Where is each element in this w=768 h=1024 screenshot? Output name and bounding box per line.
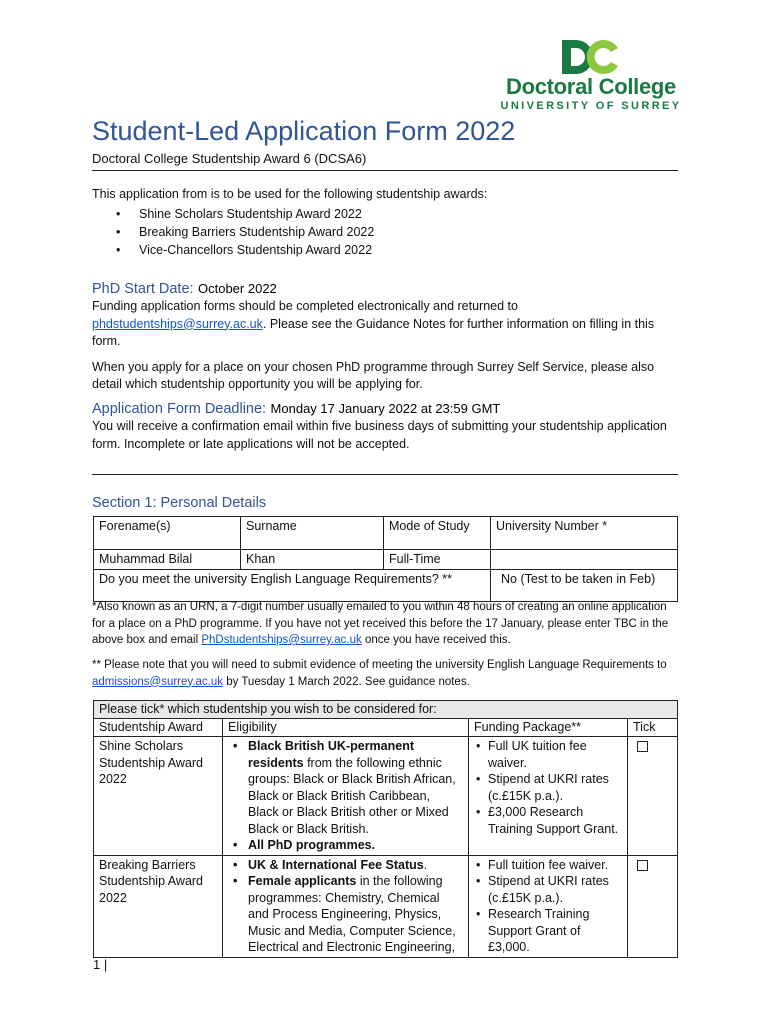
table-caption: Please tick* which studentship you wish to be considered for: xyxy=(94,701,678,719)
english-note-text-2: by Tuesday 1 March 2022. See guidance notes. xyxy=(226,675,470,688)
start-date-block xyxy=(92,280,677,394)
list-item: • Shine Scholars Studentship Award 2022 xyxy=(92,205,682,223)
list-item: • Full tuition fee waiver. xyxy=(474,857,622,874)
intro-block xyxy=(92,186,682,259)
apply-instructions: When you apply for a place on your chosen PhD programme through Surrey Self Service, please also detail which studentship opportunity you will be applying for. xyxy=(92,359,655,391)
logo-university: UNIVERSITY OF SURREY xyxy=(500,100,682,112)
university-number-field[interactable] xyxy=(491,550,678,570)
shine-scholars-checkbox[interactable] xyxy=(637,741,648,752)
tick-cell xyxy=(628,855,678,957)
page-title: Student-Led Application Form 2022 xyxy=(92,116,516,146)
list-item: • UK & International Fee Status. xyxy=(228,857,463,874)
instructions-text: Funding application forms should be completed electronically and returned to xyxy=(92,299,518,313)
doctoral-college-logo xyxy=(498,38,684,112)
english-note xyxy=(92,657,677,690)
start-date-value: October 2022 xyxy=(198,281,277,296)
header-studentship-award: Studentship Award xyxy=(94,719,223,737)
deadline-label: Application Form Deadline: xyxy=(92,401,267,417)
list-item: • Female applicants in the following programmes: Chemistry, Chemical and Process Engineering, Physics, Music and Media, Computer Science, Electrical and Electronic Engineering, xyxy=(228,873,463,956)
deadline-heading xyxy=(92,400,677,418)
dc-logo-mark xyxy=(560,38,622,76)
header-eligibility: Eligibility xyxy=(223,719,469,737)
english-requirements-question: Do you meet the university English Language Requirements? ** xyxy=(94,569,491,601)
list-item: • Stipend at UKRI rates (c.£15K p.a.). xyxy=(474,771,622,804)
funding-instructions xyxy=(92,298,677,351)
forename-field[interactable]: Muhammad Bilal xyxy=(94,550,241,570)
eligibility-cell xyxy=(223,855,469,957)
list-item: • Stipend at UKRI rates (c.£15K p.a.). xyxy=(474,873,622,906)
list-item: • Breaking Barriers Studentship Award 2022 xyxy=(92,223,682,241)
header-university-number: University Number * xyxy=(491,517,678,550)
deadline-text: You will receive a confirmation email within five business days of submitting your studentship application form. Incomplete or late applications will not be accepted. xyxy=(92,419,667,451)
list-item: • Full UK tuition fee waiver. xyxy=(474,738,622,771)
studentship-table xyxy=(93,700,678,958)
list-item: • Research Training Support Grant of £3,000. xyxy=(474,906,622,956)
page-subtitle: Doctoral College Studentship Award 6 (DCSA6) xyxy=(92,151,367,166)
divider xyxy=(92,170,678,171)
urn-note-text: *Also known as an URN, a 7-digit number usually emailed to you within 48 hours of creating an online application for a place on a PhD programme. If you have not yet received this before the 17 January, please enter TBC in the above box and email xyxy=(92,601,669,646)
header-mode-of-study: Mode of Study xyxy=(384,517,491,550)
award-name: Shine Scholars Studentship Award 2022 xyxy=(94,737,223,856)
list-item: • Vice-Chancellors Studentship Award 2022 xyxy=(92,241,682,259)
start-date-label: PhD Start Date: xyxy=(92,281,194,297)
header-funding-package: Funding Package** xyxy=(469,719,628,737)
intro-text: This application from is to be used for the following studentship awards: xyxy=(92,187,488,201)
funding-cell xyxy=(469,737,628,856)
funding-cell xyxy=(469,855,628,957)
instructions-text-2: . Please see the Guidance Notes for further information on filling in this form. xyxy=(92,316,655,348)
surname-field[interactable]: Khan xyxy=(241,550,384,570)
section-1-heading: Section 1: Personal Details xyxy=(92,495,267,511)
start-date-heading xyxy=(92,280,677,298)
list-item: • £3,000 Research Training Support Grant. xyxy=(474,804,622,837)
english-requirements-answer[interactable]: No (Test to be taken in Feb) xyxy=(491,569,678,601)
breaking-barriers-checkbox[interactable] xyxy=(637,860,648,871)
urn-note xyxy=(92,599,677,649)
page-number: 1 | xyxy=(93,957,108,972)
mode-of-study-field[interactable]: Full-Time xyxy=(384,550,491,570)
header-tick: Tick xyxy=(628,719,678,737)
header-surname: Surname xyxy=(241,517,384,550)
deadline-block xyxy=(92,400,677,453)
list-item: • Black British UK-permanent residents from the following ethnic groups: Black or Black British African, Black or Black British Caribbean, Black or Black British other or Mixed Black or Black British. xyxy=(228,738,463,837)
header-forename: Forename(s) xyxy=(94,517,241,550)
logo-name: Doctoral College xyxy=(505,74,676,99)
eligibility-cell xyxy=(223,737,469,856)
deadline-value: Monday 17 January 2022 at 23:59 GMT xyxy=(270,401,501,416)
table-row xyxy=(94,855,678,957)
divider xyxy=(92,474,678,475)
tick-cell xyxy=(628,737,678,856)
award-name: Breaking Barriers Studentship Award 2022 xyxy=(94,855,223,957)
phdstudentships-email-link-2[interactable]: PhDstudentships@surrey.ac.uk xyxy=(201,634,362,646)
award-list xyxy=(92,205,682,259)
list-item: • All PhD programmes. xyxy=(228,837,463,854)
table-row xyxy=(94,737,678,856)
personal-details-table xyxy=(93,516,678,602)
english-note-text: ** Please note that you will need to submit evidence of meeting the university English Language Requirements to xyxy=(92,659,667,671)
urn-note-text-2: once you have received this. xyxy=(364,634,511,646)
phdstudentships-email-link[interactable]: phdstudentships@surrey.ac.uk xyxy=(92,316,263,331)
admissions-email-link[interactable]: admissions@surrey.ac.uk xyxy=(92,675,223,688)
